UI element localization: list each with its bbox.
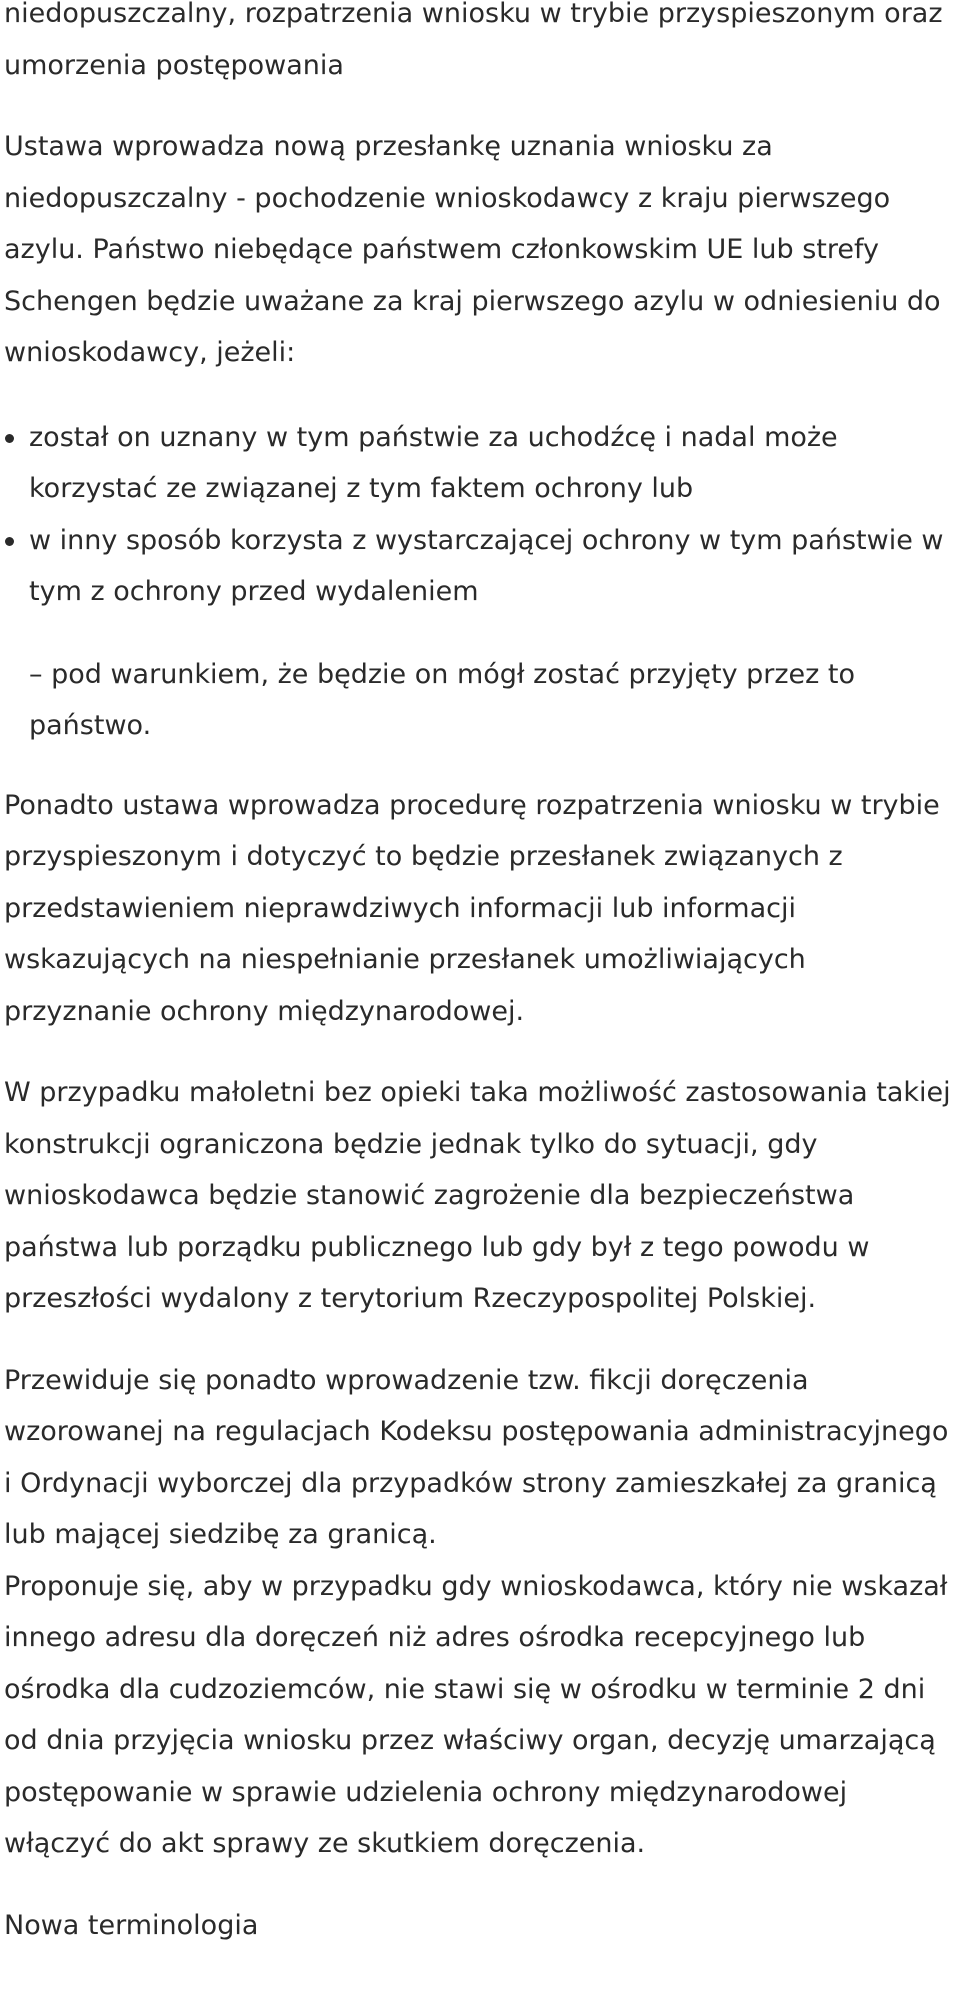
bullet-icon bbox=[5, 537, 14, 546]
section-heading-new-terminology: Nowa terminologia bbox=[4, 1909, 259, 1941]
paragraph-proposal: Proponuje się, aby w przypadku gdy wnioskodawca, który nie wskazał innego adresu dla doręczeń niż adres ośrodka recepcyjnego lub ośrodka dla cudzoziemców, nie stawi się w ośrodku w terminie 2 dni od dnia przyjęcia wniosku przez właściwy organ, decyzję umarzającą postępowanie w sprawie udzielenia ochrony międzynarodowej włączyć do akt sprawy ze skutkiem doręczenia. bbox=[4, 1570, 948, 1859]
list-item-text: w inny sposób korzysta z wystarczającej ochrony w tym państwie w tym z ochrony przed wydaleniem bbox=[29, 524, 944, 607]
list-item bbox=[4, 412, 960, 515]
paragraph-accelerated-procedure: Ponadto ustawa wprowadza procedurę rozpatrzenia wniosku w trybie przyspieszonym i dotyczyć to będzie przesłanek związanych z przedstawieniem nieprawdziwych informacji lub informacji wskazujących na niespełnianie przesłanek umożliwiających przyznanie ochrony międzynarodowej. bbox=[4, 789, 940, 1027]
paragraph-first-asylum-country: Ustawa wprowadza nową przesłankę uznania wniosku za niedopuszczalny - pochodzenie wnioskodawcy z kraju pierwszego azylu. Państwo niebędące państwem członkowskim UE lub strefy Schengen będzie uważane za kraj pierwszego azylu w odniesieniu do wnioskodawcy, jeżeli: bbox=[4, 131, 941, 368]
paragraph-unaccompanied-minors: W przypadku małoletni bez opieki taka możliwość zastosowania takiej konstrukcji ograniczona będzie jednak tylko do sytuacji, gdy wnioskodawca będzie stanowić zagrożenie dla bezpieczeństwa państwa lub porządku publicznego lub gdy był z tego powodu w przeszłości wydalony z terytorium Rzeczypospolitej Polskiej. bbox=[4, 1077, 951, 1314]
bullet-icon bbox=[5, 434, 14, 443]
condition-clause: – pod warunkiem, że będzie on mógł zostać przyjęty przez to państwo. bbox=[29, 658, 856, 741]
conditions-list bbox=[4, 412, 960, 618]
paragraph-service-fiction: Przewiduje się ponadto wprowadzenie tzw. fikcji doręczenia wzorowanej na regulacjach Kodeksu postępowania administracyjnego i Ordynacji wyborczej dla przypadków strony zamieszkałej za granicą lub mającej siedzibę za granicą. bbox=[4, 1364, 949, 1550]
list-item bbox=[4, 515, 960, 618]
intro-heading: niedopuszczalny, rozpatrzenia wniosku w trybie przyspieszonym oraz umorzenia postępowania bbox=[4, 0, 943, 81]
list-item-text: został on uznany w tym państwie za uchodźcę i nadal może korzystać ze związanej z tym faktem ochrony lub bbox=[29, 421, 838, 504]
